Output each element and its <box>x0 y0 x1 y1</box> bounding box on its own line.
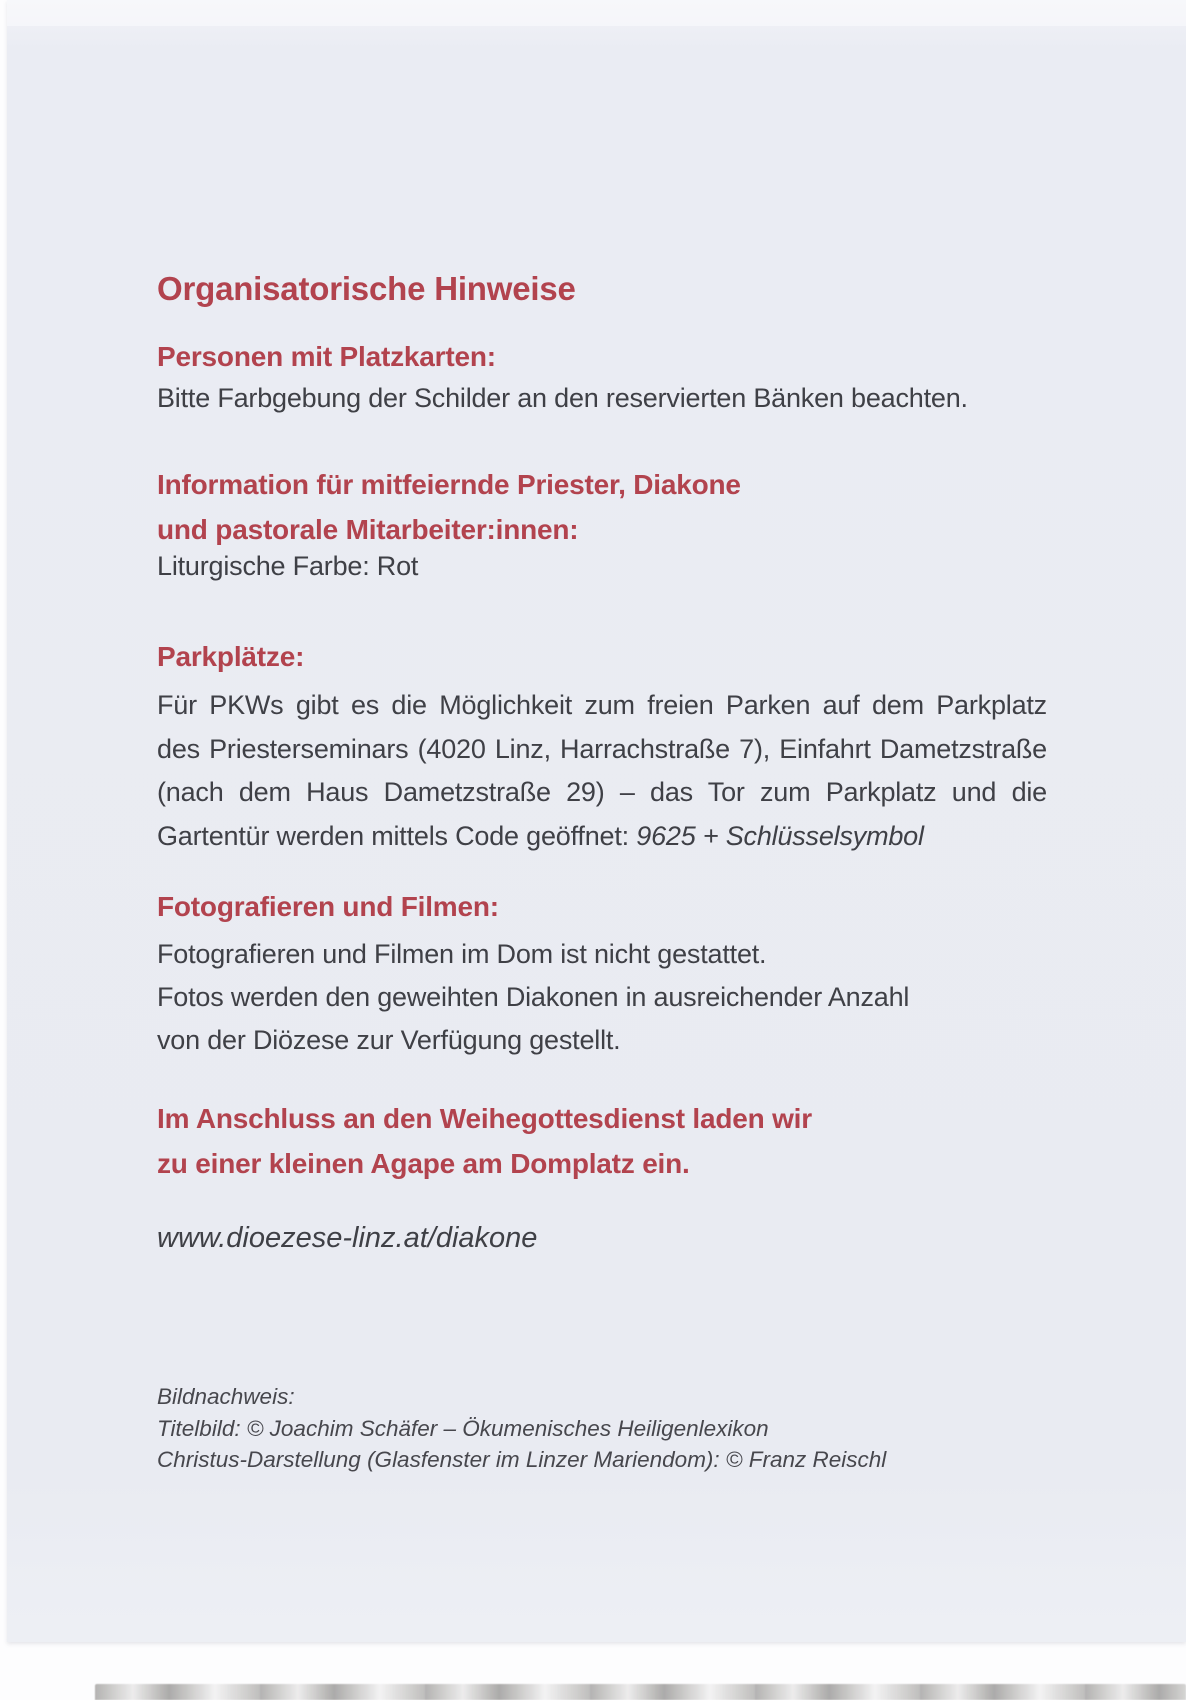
section-heading-fotografieren: Fotografieren und Filmen: <box>157 891 499 922</box>
section-body-parkplaetze <box>157 684 1047 858</box>
paragraph-line: von der Diözese zur Verfügung gestellt. <box>157 1025 621 1055</box>
paragraph-line: Für PKWs gibt es die Möglichkeit zum freien Parken auf dem Parkplatz <box>157 690 1047 720</box>
heading-line: Information für mitfeiernde Priester, Diakone <box>157 469 741 500</box>
credits-line: Christus-Darstellung (Glasfenster im Linzer Mariendom): © Franz Reischl <box>157 1447 887 1472</box>
agape-line: zu einer kleinen Agape am Domplatz ein. <box>157 1148 690 1179</box>
website-url: www.dioezese-linz.at/diakone <box>157 1222 538 1254</box>
paragraph-line: Fotografieren und Filmen im Dom ist nicht gestattet. <box>157 939 767 969</box>
paragraph-line: (nach dem Haus Dametzstraße 29) – das Tor zum Parkplatz und die <box>157 777 1047 807</box>
agape-line: Im Anschluss an den Weihegottesdienst laden wir <box>157 1103 812 1134</box>
code-instruction-text: Gartentür werden mittels Code geöffnet: <box>157 820 637 851</box>
paragraph-line <box>157 815 1047 859</box>
scanner-edge-artifact <box>95 1684 1186 1700</box>
section-body-platzkarten: Bitte Farbgebung der Schilder an den reservierten Bänken beachten. <box>157 383 968 413</box>
credits-line: Titelbild: © Joachim Schäfer – Ökumenisches Heiligenlexikon <box>157 1415 769 1441</box>
door-code-value: 9625 + Schlüsselsymbol <box>636 820 924 851</box>
paragraph-line: des Priesterseminars (4020 Linz, Harrachstraße 7), Einfahrt Dametzstraße <box>157 733 1047 764</box>
section-heading-platzkarten: Personen mit Platzkarten: <box>157 341 496 372</box>
section-body-information: Liturgische Farbe: Rot <box>157 551 419 581</box>
agape-invitation <box>157 1096 1047 1186</box>
scan-top-band <box>7 0 1186 26</box>
paragraph-line: Fotos werden den geweihten Diakonen in ausreichender Anzahl <box>157 982 910 1012</box>
heading-line: und pastorale Mitarbeiter:innen: <box>157 514 579 545</box>
section-heading-information <box>157 462 1047 552</box>
image-credits <box>157 1381 1047 1476</box>
section-heading-parkplaetze: Parkplätze: <box>157 641 305 672</box>
credits-heading: Bildnachweis: <box>157 1384 295 1409</box>
section-body-fotografieren <box>157 933 1047 1062</box>
page-title: Organisatorische Hinweise <box>157 270 576 308</box>
